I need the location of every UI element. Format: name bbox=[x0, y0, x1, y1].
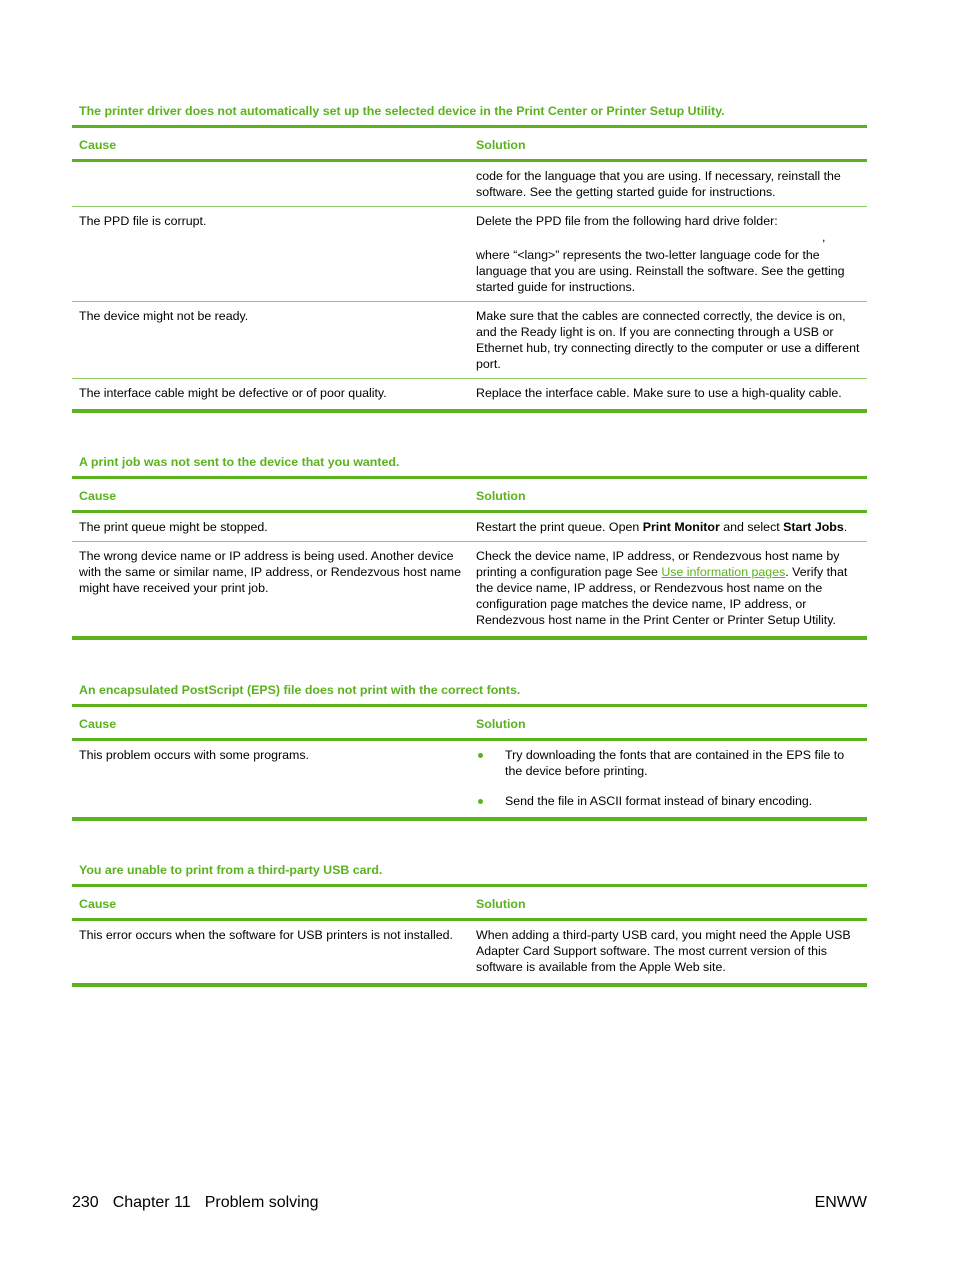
list-item bbox=[476, 793, 860, 809]
solution-text: . Verify that the device name, IP address, or Rendezvous host name on the configuration page matches the device name, IP address, or Rendezvous host name in the Print Center or Printer Setup Utility. bbox=[476, 565, 848, 627]
troubleshooting-table bbox=[72, 704, 867, 821]
solution-cell: Replace the interface cable. Make sure to use a high-quality cable. bbox=[469, 379, 867, 412]
path-comma: , bbox=[822, 230, 826, 244]
cause-cell: The device might not be ready. bbox=[72, 302, 469, 379]
cause-header: Cause bbox=[72, 886, 469, 920]
table-header bbox=[72, 478, 867, 512]
section-wrong-device bbox=[72, 454, 867, 640]
solution-header: Solution bbox=[469, 706, 867, 740]
solution-line: where “<lang>” represents the two-letter language code for the language that you are using. Reinstall the software. See the getting started guide for instructions. bbox=[476, 248, 845, 294]
solution-text: . bbox=[843, 520, 848, 534]
bullet-icon bbox=[478, 799, 483, 804]
bullet-icon bbox=[478, 753, 483, 758]
table-row bbox=[72, 512, 867, 542]
troubleshooting-table bbox=[72, 476, 867, 640]
section-driver-setup bbox=[72, 103, 867, 413]
cause-header: Cause bbox=[72, 478, 469, 512]
bullet-text: Try downloading the fonts that are contained in the EPS file to the device before printing. bbox=[505, 748, 845, 778]
cause-cell: The PPD file is corrupt. bbox=[72, 207, 469, 302]
folder-path-line bbox=[476, 229, 860, 245]
section-title: An encapsulated PostScript (EPS) file does not print with the correct fonts. bbox=[79, 683, 521, 697]
print-monitor-label: Print Monitor bbox=[642, 520, 720, 534]
table-row bbox=[72, 542, 867, 639]
solution-text: and select bbox=[719, 520, 784, 534]
cause-cell: This problem occurs with some programs. bbox=[72, 740, 469, 820]
solution-cell bbox=[469, 542, 867, 639]
chapter-title: Problem solving bbox=[204, 1194, 319, 1211]
cause-cell: The print queue might be stopped. bbox=[72, 512, 469, 542]
table-row bbox=[72, 302, 867, 379]
bullet-text: Send the file in ASCII format instead of binary encoding. bbox=[505, 794, 813, 808]
cause-cell: The interface cable might be defective or of poor quality. bbox=[72, 379, 469, 412]
section-title: The printer driver does not automatically set up the selected device in the Print Center or Printer Setup Utility. bbox=[79, 104, 725, 118]
solution-cell: code for the language that you are using. If necessary, reinstall the software. See the getting started guide for instructions. bbox=[469, 161, 867, 207]
solution-bullet-list bbox=[476, 747, 860, 809]
table-row bbox=[72, 161, 867, 207]
section-title: A print job was not sent to the device that you wanted. bbox=[79, 455, 400, 469]
table-row bbox=[72, 379, 867, 412]
solution-header: Solution bbox=[469, 478, 867, 512]
table-row bbox=[72, 920, 867, 986]
table-header bbox=[72, 886, 867, 920]
solution-header: Solution bbox=[469, 127, 867, 161]
cause-cell bbox=[72, 161, 469, 207]
solution-header: Solution bbox=[469, 886, 867, 920]
cause-header: Cause bbox=[72, 127, 469, 161]
table-header bbox=[72, 706, 867, 740]
footer-right-label: ENWW bbox=[814, 1194, 867, 1211]
section-title: You are unable to print from a third-party USB card. bbox=[79, 863, 383, 877]
page-number: 230 bbox=[72, 1194, 99, 1211]
use-information-pages-link[interactable]: Use information pages bbox=[661, 565, 786, 579]
cause-header: Cause bbox=[72, 706, 469, 740]
solution-cell bbox=[469, 512, 867, 542]
solution-cell bbox=[469, 207, 867, 302]
solution-cell bbox=[469, 740, 867, 820]
footer-left bbox=[72, 1193, 333, 1213]
start-jobs-label: Start Jobs bbox=[783, 520, 844, 534]
cause-cell: This error occurs when the software for USB printers is not installed. bbox=[72, 920, 469, 986]
section-eps-fonts bbox=[72, 682, 867, 821]
table-row bbox=[72, 207, 867, 302]
table-header bbox=[72, 127, 867, 161]
solution-text: Check the device name, IP address, or Rendezvous host name by printing a configuration page See bbox=[476, 549, 840, 579]
solution-cell: Make sure that the cables are connected correctly, the device is on, and the Ready light is on. If you are connecting through a USB or Ethernet hub, try connecting directly to the computer or use a different port. bbox=[469, 302, 867, 379]
list-item bbox=[476, 747, 860, 779]
solution-text: Restart the print queue. Open bbox=[476, 520, 643, 534]
solution-cell: When adding a third-party USB card, you might need the Apple USB Adapter Card Support software. The most current version of this software is available from the Apple Web site. bbox=[469, 920, 867, 986]
table-row bbox=[72, 740, 867, 820]
solution-line: Delete the PPD file from the following hard drive folder: bbox=[476, 214, 778, 228]
troubleshooting-table bbox=[72, 884, 867, 987]
cause-cell: The wrong device name or IP address is being used. Another device with the same or similar name, IP address, or Rendezvous host name might have received your print job. bbox=[72, 542, 469, 639]
chapter-label: Chapter 11 bbox=[112, 1194, 191, 1211]
troubleshooting-table bbox=[72, 125, 867, 413]
section-usb-card bbox=[72, 862, 867, 987]
page-footer bbox=[72, 1193, 867, 1213]
